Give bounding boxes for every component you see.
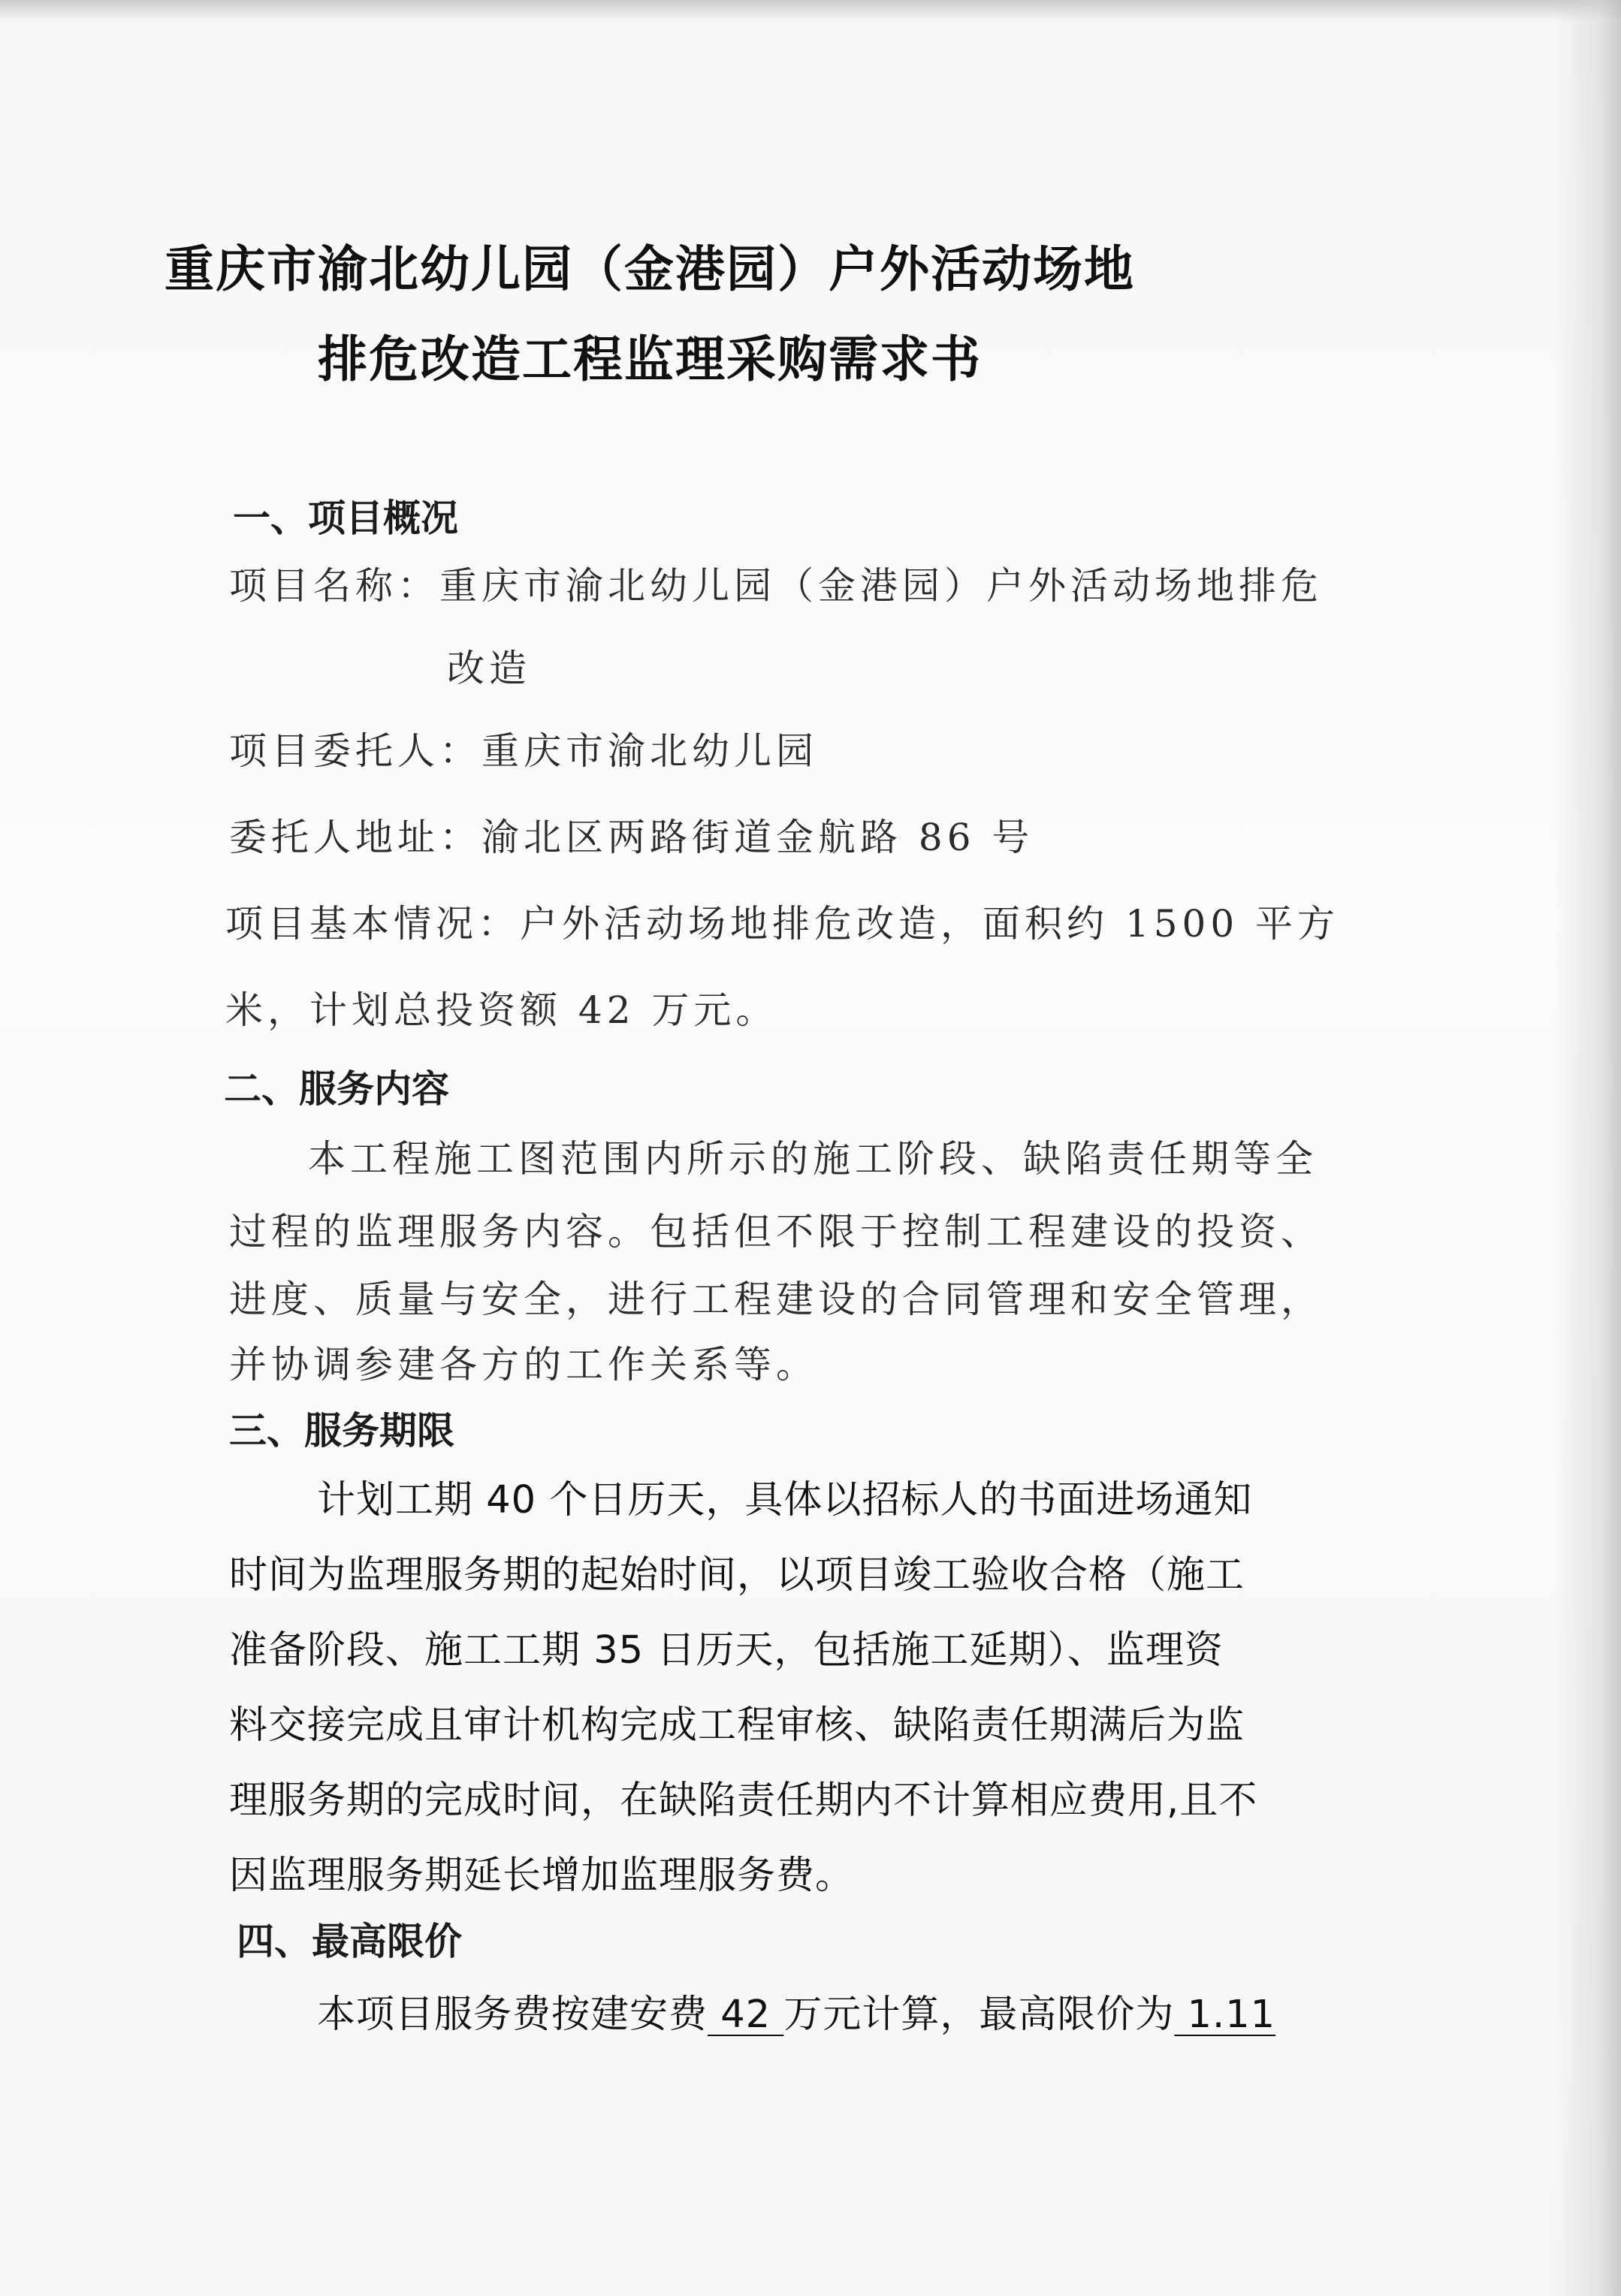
construction-fee-value: 42 — [708, 1993, 784, 2037]
max-price-line — [317, 1983, 1275, 2038]
service-period-line: 理服务期的完成时间，在缺陷责任期内不计算相应费用,且不 — [229, 1779, 1258, 1823]
project-name-line-1: 项目名称：重庆市渝北幼儿园（金港园）户外活动场地排危 — [229, 564, 1323, 608]
service-period-line: 准备阶段、施工工期 35 日历天，包括施工延期）、监理资 — [229, 1628, 1224, 1673]
max-price-prefix: 本项目服务费按建安费 — [317, 1993, 708, 2037]
project-name-line-2: 改造 — [447, 647, 531, 690]
service-period-line: 因监理服务期延长增加监理服务费。 — [229, 1854, 855, 1898]
service-content-line: 本工程施工图范围内所示的施工阶段、缺陷责任期等全 — [308, 1137, 1318, 1181]
project-client: 项目委托人：重庆市渝北幼儿园 — [229, 729, 818, 773]
service-content-line: 并协调参建各方的工作关系等。 — [229, 1343, 818, 1386]
scan-right-edge — [1553, 0, 1621, 2296]
section-3-heading: 三、服务期限 — [229, 1409, 454, 1453]
section-4-heading: 四、最高限价 — [237, 1920, 462, 1963]
client-address: 委托人地址：渝北区两路街道金航路 86 号 — [229, 816, 1034, 859]
scan-top-shadow — [0, 0, 1621, 21]
max-price-middle: 万元计算，最高限价为 — [783, 1993, 1175, 2037]
project-basic-line-2: 米，计划总投资额 42 万元。 — [225, 988, 778, 1032]
service-period-line: 料交接完成且审计机构完成工程审核、缺陷责任期满后为监 — [229, 1703, 1245, 1748]
service-content-line: 过程的监理服务内容。包括但不限于控制工程建设的投资、 — [229, 1210, 1323, 1254]
section-1-heading: 一、项目概况 — [233, 496, 458, 540]
document-title-line-2: 排危改造工程监理采购需求书 — [318, 330, 982, 388]
max-price-value: 1.11 — [1174, 1993, 1276, 2037]
document-title-line-1: 重庆市渝北幼儿园（金港园）户外活动场地 — [165, 240, 1135, 298]
service-period-line: 计划工期 40 个日历天，具体以招标人的书面进场通知 — [317, 1478, 1253, 1522]
section-2-heading: 二、服务内容 — [224, 1067, 449, 1111]
project-basic-line-1: 项目基本情况：户外活动场地排危改造，面积约 1500 平方 — [225, 902, 1340, 946]
service-content-line: 进度、质量与安全，进行工程建设的合同管理和安全管理， — [229, 1278, 1323, 1321]
service-period-line: 时间为监理服务期的起始时间，以项目竣工验收合格（施工 — [229, 1553, 1245, 1598]
